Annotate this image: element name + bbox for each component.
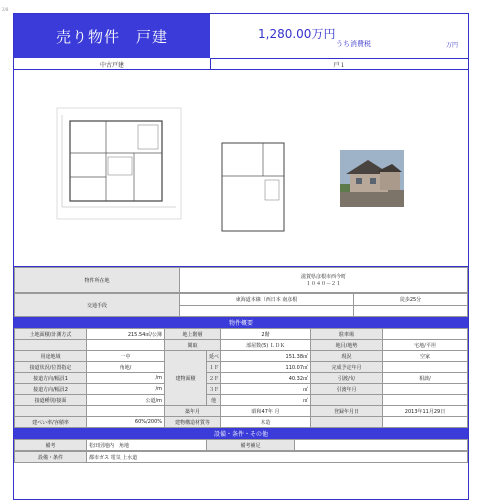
facilities-band: 設備・条件・その他: [14, 428, 468, 439]
location-label: 物件所在地: [15, 268, 180, 293]
transport-line: 東海道本線（西日本 南彦根: [180, 294, 354, 306]
road-type-label: 接道種別/接面: [15, 395, 87, 406]
land-type: 宅地/平坦: [383, 340, 468, 351]
handover-date: [383, 384, 468, 395]
blank-label-2: [311, 395, 383, 406]
house-photo: [340, 150, 404, 207]
location-table: [14, 267, 468, 293]
blank-value-4: [383, 417, 468, 428]
layout: 部屋数(5) ＬＤＫ: [221, 340, 311, 351]
floor-plan-2f-image: [219, 140, 287, 234]
floors-label: 地上階層: [165, 329, 221, 340]
overview-table: [14, 328, 468, 428]
layout-label: 間取: [165, 340, 221, 351]
floors: 2階: [221, 329, 311, 340]
location-number: １０４０－２１: [305, 281, 341, 287]
tax-unit: 万円: [445, 42, 458, 49]
facilities-label: 設備・条件: [15, 452, 87, 463]
registered-label: 登録年月日: [311, 406, 383, 417]
status: 空家: [383, 351, 468, 362]
page-tick: 2/8: [2, 7, 9, 12]
notes-value: 松田団地内 角地: [87, 440, 207, 451]
floor-plan-1f-image: [56, 107, 182, 220]
f1-label: １Ｆ: [207, 362, 221, 373]
zone-label: 用途地域: [15, 351, 87, 362]
planned-label: 完成予定年月: [311, 362, 383, 373]
built-label: 築年月: [165, 406, 221, 417]
road1: /m: [87, 373, 165, 384]
location-address: 滋賀県彦根市西今町: [300, 274, 346, 280]
blank-value-3: [87, 406, 165, 417]
other-label: 他: [207, 395, 221, 406]
land-type-label: 地目/地勢: [311, 340, 383, 351]
total-area: 151.38㎡: [221, 351, 311, 362]
handover-date-label: 引渡年月: [311, 384, 383, 395]
facilities-table: [14, 451, 468, 463]
building-area-label: 建物面積: [165, 351, 207, 406]
road2-label: 接道方向/幅員2: [15, 384, 87, 395]
structure: 木造: [221, 417, 311, 428]
notes-table: [14, 439, 468, 451]
land-area: 215.54㎡/公簿: [87, 329, 165, 340]
handover: 相談/: [383, 373, 468, 384]
transport-table: [14, 293, 468, 317]
f1-area: 110.07㎡: [221, 362, 311, 373]
facilities-value: 都市ガス 電気 上水道: [87, 452, 468, 463]
zone: 一中: [87, 351, 165, 362]
other-area: ㎡: [221, 395, 311, 406]
notes-label: 備考: [15, 440, 87, 451]
structure-label: 建物構造材質等: [165, 417, 221, 428]
road1-label: 接道方向/幅員1: [15, 373, 87, 384]
f2-area: 40.32㎡: [221, 373, 311, 384]
road-label: 接道状況/位置指定: [15, 362, 87, 373]
road-type: 公道/m: [87, 395, 165, 406]
blank-label-1: [15, 340, 87, 351]
property-code: 戸１: [333, 61, 346, 69]
registered: 2013年11月29日: [383, 406, 468, 417]
handover-label: 引渡/旬: [311, 373, 383, 384]
parking-label: 駐車場: [311, 329, 383, 340]
f2-label: ２Ｆ: [207, 373, 221, 384]
parking-value: [383, 329, 468, 340]
blank-value-2: [383, 395, 468, 406]
notes-extra-label: 備考補足: [207, 440, 295, 451]
price-box: [210, 14, 468, 59]
property-sheet: [13, 13, 469, 500]
transport-empty-2: [354, 305, 468, 317]
subheader: [14, 59, 468, 70]
ratio-label: 建ぺい率/容積率: [15, 417, 87, 428]
image-area: [14, 70, 468, 267]
blank-value-1: [87, 340, 165, 351]
overview-band: 物件概要: [14, 317, 468, 328]
price: 1,280.00万円: [258, 27, 336, 41]
road: 角地/: [87, 362, 165, 373]
status-label: 現況: [311, 351, 383, 362]
f3-area: ㎡: [221, 384, 311, 395]
transport-walk: 徒歩25分: [354, 294, 468, 306]
total-label: 延べ: [207, 351, 221, 362]
transport-label: 交通手段: [15, 294, 180, 317]
blank-label-3: [15, 406, 87, 417]
planned-value: [383, 362, 468, 373]
ratio: 60%/200%: [87, 417, 165, 428]
tax-label: うち消費税: [336, 40, 371, 48]
f3-label: ３Ｆ: [207, 384, 221, 395]
land-area-label: 土地面積/計測方式: [15, 329, 87, 340]
road2: /m: [87, 384, 165, 395]
built: 昭和47年 月: [221, 406, 311, 417]
property-type: 中古戸建: [14, 59, 211, 69]
blank-label-4: [311, 417, 383, 428]
page-title: 売り物件 戸建: [14, 14, 210, 58]
transport-empty-1: [180, 305, 354, 317]
notes-extra-value: [295, 440, 468, 451]
location-value: [180, 268, 468, 293]
